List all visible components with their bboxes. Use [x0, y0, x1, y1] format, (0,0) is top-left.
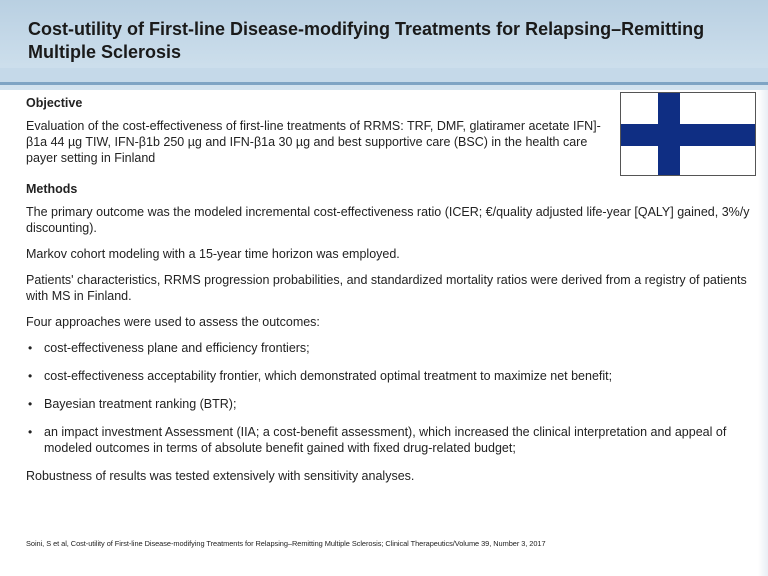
objective-heading: Objective — [26, 96, 83, 110]
list-item — [26, 368, 751, 384]
header-divider — [0, 82, 768, 85]
methods-paragraph-4: Four approaches were used to assess the outcomes: — [26, 315, 320, 329]
right-edge-shade — [758, 90, 768, 576]
methods-heading: Methods — [26, 182, 78, 196]
list-item — [26, 340, 751, 356]
page-title: Cost-utility of First-line Disease-modifying Treatments for Relapsing–Remitting Multiple Sclerosis — [28, 19, 705, 62]
list-item-text: cost-effectiveness acceptability frontier, which demonstrated optimal treatment to maximize net benefit; — [44, 369, 613, 383]
bullet-icon: • — [28, 425, 33, 439]
methods-paragraph-3: Patients' characteristics, RRMS progression probabilities, and standardized mortality ratios were derived from a registry of patients with MS in Finland. — [26, 273, 747, 303]
methods-paragraph-2: Markov cohort modeling with a 15-year time horizon was employed. — [26, 247, 400, 261]
header-strip — [0, 68, 768, 82]
list-item — [26, 424, 751, 456]
objective-text: Evaluation of the cost-effectiveness of first-line treatments of RRMS: TRF, DMF, glatiramer acetate IFN]-β1a 44 µg TIW, IFN-β1b 250 µg and IFN-β1a 30 µg and best supportive care (BSC) in the health care payer setting in Finland — [26, 119, 601, 165]
bullet-icon: • — [28, 369, 33, 383]
robustness-text: Robustness of results was tested extensively with sensitivity analyses. — [26, 469, 415, 483]
bullet-icon: • — [28, 341, 33, 355]
approaches-list — [26, 340, 751, 456]
list-item-text: an impact investment Assessment (IIA; a cost-benefit assessment), which increased the clinical interpretation and appeal of modeled outcomes in terms of absolute benefit gained with fixed drug-related budget; — [44, 425, 727, 455]
slide-content — [26, 95, 751, 494]
list-item-text: Bayesian treatment ranking (BTR); — [44, 397, 237, 411]
citation: Soini, S et al, Cost-utility of First-line Disease-modifying Treatments for Relapsing–Remitting Multiple Sclerosis; Clinical Therapeutics/Volume 39, Number 3, 2017 — [26, 539, 546, 548]
list-item-text: cost-effectiveness plane and efficiency frontiers; — [44, 341, 310, 355]
methods-paragraph-1: The primary outcome was the modeled incremental cost-effectiveness ratio (ICER; €/quality adjusted life-year [QALY] gained, 3%/y discounting). — [26, 205, 750, 235]
list-item — [26, 396, 751, 412]
bullet-icon: • — [28, 397, 33, 411]
